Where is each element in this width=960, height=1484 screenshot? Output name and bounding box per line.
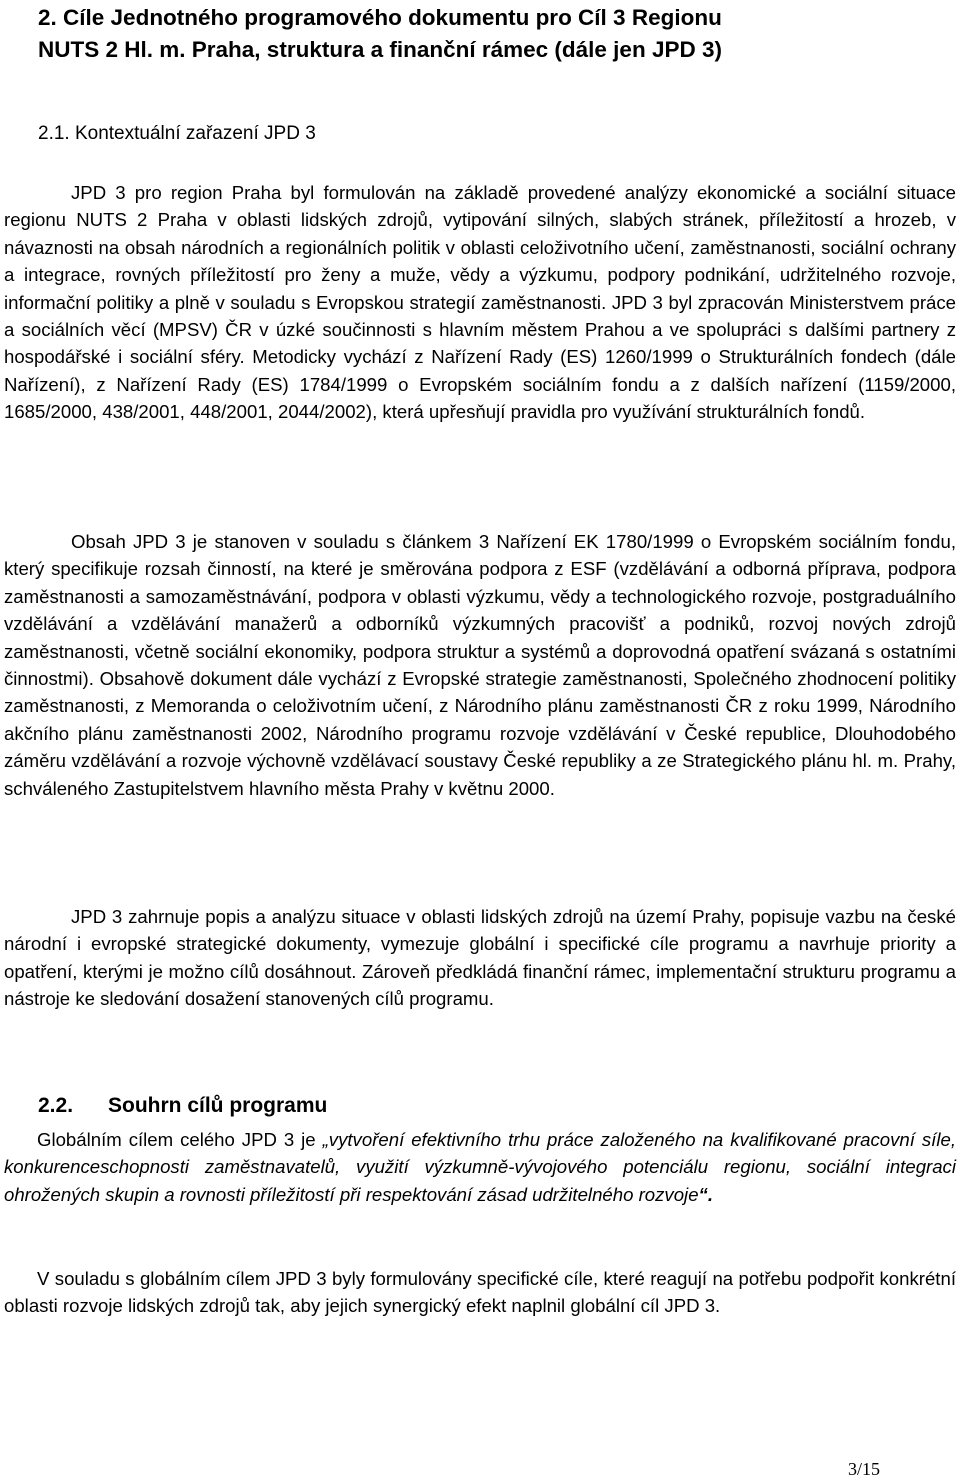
section-2-1-heading: 2.1. Kontextuální zařazení JPD 3	[38, 123, 316, 144]
paragraph-context: JPD 3 pro region Praha byl formulován na základě provedené analýzy ekonomické a sociální situace regionu NUTS 2 Praha v oblasti lidských zdrojů, vytipování silných, slabých stránek, příležitostí a hrozeb, v návaznosti na obsah národních a regionálních politik v oblasti celoživotního učení, zaměstnanosti, sociální ochrany a integrace, rovných příležitostí pro ženy a muže, vědy a výzkumu, podpory podnikání, udržitelného rozvoje, informační politiky a plně v souladu s Evropskou strategií zaměstnanosti. JPD 3 byl zpracován Ministerstvem práce a sociálních věcí (MPSV) ČR v úzké součinnosti s hlavním městem Prahou a ve spolupráci s dalšími partnery z hospodářské i sociální sféry. Metodicky vychází z Nařízení Rady (ES) 1260/1999 o Strukturálních fondech (dále Nařízení), z Nařízení Rady (ES) 1784/1999 o Evropském sociálním fondu a z dalších nařízení (1159/2000, 1685/2000, 438/2001, 448/2001, 2044/2002), která upřesňují pravidla pro využívání strukturálních fondů.	[4, 182, 956, 423]
paragraph-scope: JPD 3 zahrnuje popis a analýzu situace v oblasti lidských zdrojů na území Prahy, popisuje vazbu na české národní i evropské strategické dokumenty, vymezuje globální i specifické cíle programu a navrhuje priority a opatření, kterými je možno cílů dosáhnout. Zároveň předkládá finanční rámec, implementační strukturu programu a nástroje ke sledování dosažení stanovených cílů programu.	[4, 906, 956, 1010]
paragraph-content: Obsah JPD 3 je stanoven v souladu s článkem 3 Nařízení EK 1780/1999 o Evropském sociálním fondu, který specifikuje rozsah činností, na které je směrována podpora z ESF (vzdělávání a odborná příprava, podpora zaměstnanosti a samozaměstnávání, podpora v oblasti výzkumu, vědy a technologického rozvoje, postgraduálního vzdělávání a vzdělávání manažerů a odborníků výzkumných pracovišť a podniků, rozvoj nových zdrojů zaměstnanosti, včetně sociální ekonomiky, podpora struktur a systémů a doprovodná opatření svázaná s ostatními činnostmi). Obsahově dokument dále vychází z Evropské strategie zaměstnanosti, Společného zhodnocení politiky zaměstnanosti, z Memoranda o celoživotním učení, z Národního plánu zaměstnanosti ČR z roku 1999, Národního akčního plánu zaměstnanosti 2002, Národního programu rozvoje vzdělávání v České republice, Dlouhodobého záměru vzdělávání a rozvoje výchovně vzdělávací soustavy České republiky a ze Strategického plánu hl. m. Prahy, schváleného Zastupitelstvem hlavního města Prahy v květnu 2000.	[4, 531, 956, 799]
section-2-2-number: 2.2.	[38, 1094, 74, 1117]
global-goal-end: “.	[698, 1183, 714, 1205]
section-2-2-title: Souhrn cílů programu	[108, 1094, 328, 1117]
paragraph-specific-goals: V souladu s globálním cílem JPD 3 byly formulovány specifické cíle, které reagují na potřebu podpořit konkrétní oblasti rozvoje lidských zdrojů tak, aby jejich synergický efekt naplnil globální cíl JPD 3.	[4, 1268, 956, 1317]
chapter-title-line2: NUTS 2 Hl. m. Praha, struktura a finanční rámec (dále jen JPD 3)	[38, 37, 722, 62]
chapter-heading	[38, 2, 938, 66]
paragraph-global-goal	[4, 1126, 956, 1208]
chapter-heading-line1	[38, 2, 938, 34]
global-goal-quote: „vytvoření efektivního trhu práce založeného na kvalifikované pracovní síle, konkurenceschopnosti zaměstnavatelů, využití výzkumně-vývojového potenciálu regionu, sociální integraci ohrožených skupin a rovnosti příležitostí při respektování zásad udržitelného rozvoje	[4, 1129, 956, 1205]
chapter-number: 2.	[38, 5, 57, 30]
page-number: 3/15	[848, 1459, 881, 1479]
section-2-2-heading	[38, 1092, 327, 1120]
chapter-title-line1: Cíle Jednotného programového dokumentu pro Cíl 3 Regionu	[63, 5, 722, 30]
global-goal-lead: Globálním cílem celého JPD 3 je	[37, 1129, 323, 1150]
